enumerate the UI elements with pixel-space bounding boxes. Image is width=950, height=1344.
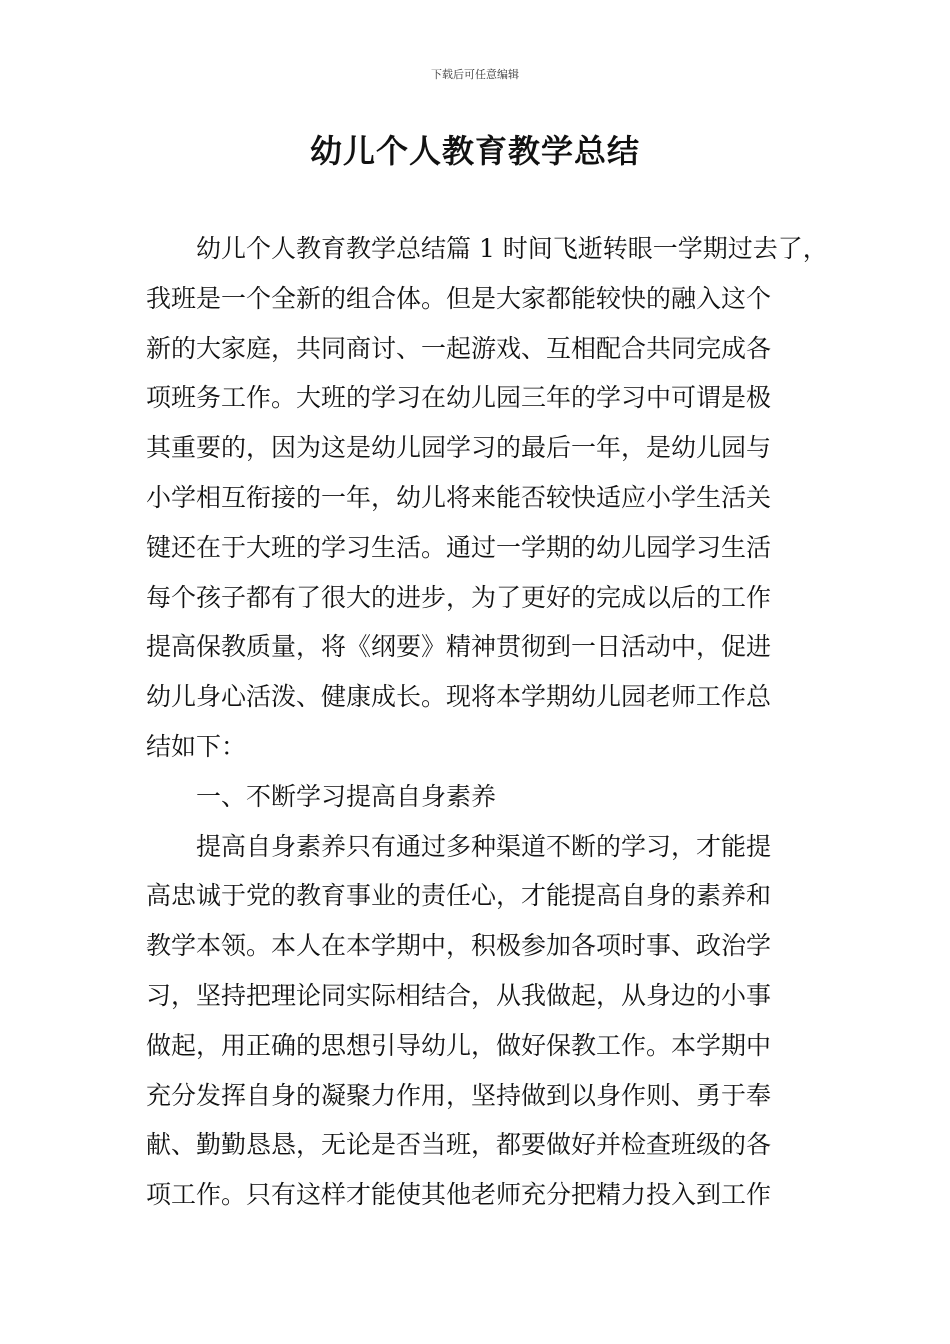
paragraph-line: 幼儿身心活泼、健康成长。现将本学期幼儿园老师工作总: [146, 682, 772, 712]
paragraph-line: 高忠诚于党的教育事业的责任心，才能提高自身的素养和: [146, 881, 772, 911]
paragraph-line: 习，坚持把理论同实际相结合，从我做起，从身边的小事: [146, 980, 772, 1010]
paragraph-line: 提高保教质量，将《纲要》精神贯彻到一日活动中，促进: [146, 632, 772, 662]
document-body: [146, 224, 826, 1220]
document-title: 幼儿个人教育教学总结: [309, 132, 640, 170]
paragraph-line: 键还在于大班的学习生活。通过一学期的幼儿园学习生活: [146, 532, 772, 562]
paragraph-line: 教学本领。本人在本学期中，积极参加各项时事、政治学: [146, 931, 772, 961]
paragraph-line: 新的大家庭，共同商讨、一起游戏、互相配合共同完成各: [146, 333, 772, 363]
paragraph-line: 充分发挥自身的凝聚力作用，坚持做到以身作则、勇于奉: [146, 1080, 772, 1110]
paragraph-line: 结如下：: [146, 731, 247, 761]
paragraph-line: 幼儿个人教育教学总结篇 1 时间飞逝转眼一学期过去了，: [196, 234, 828, 263]
page-header-note: 下载后可任意编辑: [431, 68, 519, 81]
paragraph-line: 小学相互衔接的一年，幼儿将来能否较快适应小学生活关: [146, 482, 772, 512]
paragraph-line: 提高自身素养只有通过多种渠道不断的学习，才能提: [196, 831, 772, 861]
paragraph-line: 献、勤勤恳恳，无论是否当班，都要做好并检查班级的各: [146, 1130, 772, 1160]
paragraph-line: 我班是一个全新的组合体。但是大家都能较快的融入这个: [146, 283, 772, 313]
paragraph-line: 项班务工作。大班的学习在幼儿园三年的学习中可谓是极: [146, 383, 772, 413]
paragraph-line: 其重要的，因为这是幼儿园学习的最后一年，是幼儿园与: [146, 433, 772, 463]
section-heading: 一、不断学习提高自身素养: [196, 781, 497, 811]
paragraph-line: 做起，用正确的思想引导幼儿，做好保教工作。本学期中: [146, 1030, 772, 1060]
paragraph-line: 每个孩子都有了很大的进步，为了更好的完成以后的工作: [146, 582, 772, 612]
paragraph-line: 项工作。只有这样才能使其他老师充分把精力投入到工作: [146, 1180, 772, 1210]
